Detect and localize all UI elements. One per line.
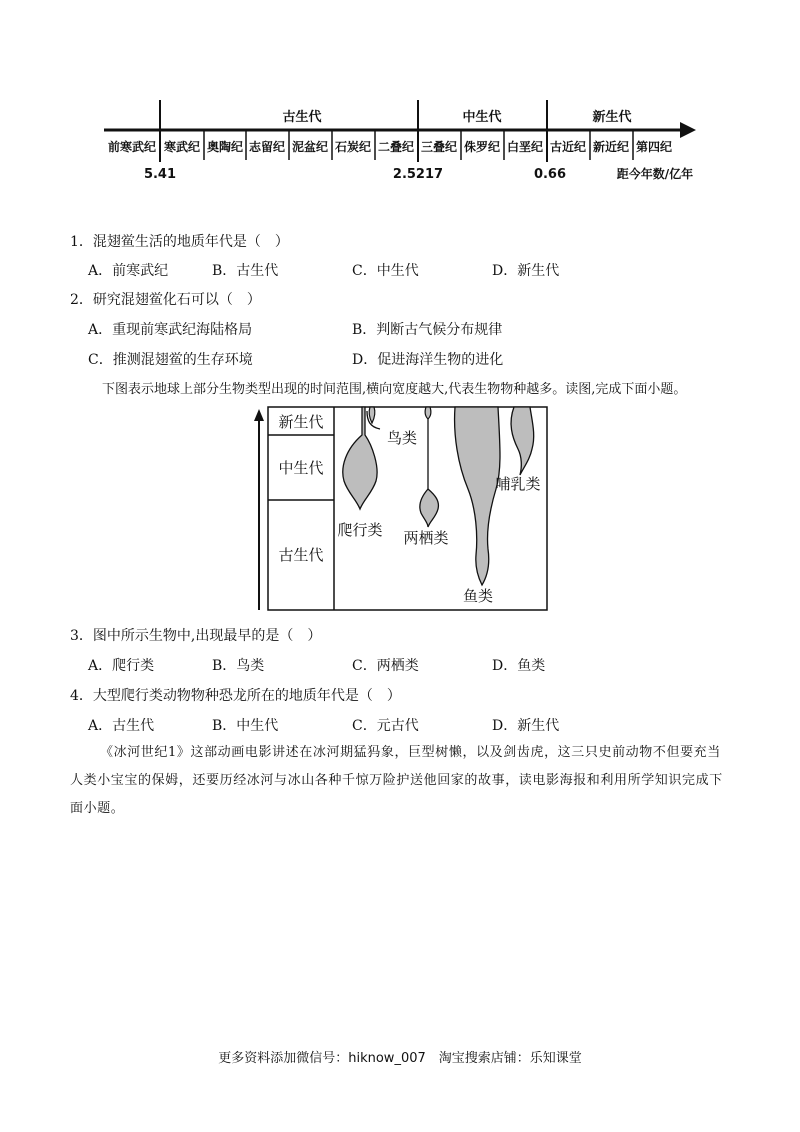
- question-stem: 2．研究混翅鲎化石可以（ ）: [70, 292, 261, 308]
- period-label: 新近纪: [592, 140, 630, 154]
- axis-arrow-icon: [680, 122, 696, 138]
- option-a: A．爬行类: [88, 658, 155, 674]
- option-b: B．古生代: [212, 263, 279, 279]
- reading-paragraph: 《冰河世纪1》这部动画电影讲述在冰河期猛犸象，巨型树懒，以及剑齿虎，这三只史前动物不但要充当人类小宝宝的保姆，还要历经冰河与冰山各种千惊万险护送他回家的故事，读电影海报和利用所学知识完成下面小题。: [70, 745, 723, 816]
- animal-label-fish: 鱼类: [462, 587, 494, 605]
- age-value-label: 2.5217: [392, 167, 444, 182]
- page-footer: 更多资料添加微信号：hiknow_007 淘宝搜索店铺：乐知课堂: [218, 1051, 582, 1066]
- period-label: 寒武纪: [163, 140, 201, 154]
- period-label: 泥盆纪: [291, 140, 329, 154]
- option-c: C．两栖类: [352, 658, 419, 674]
- era-label-mesozoic: 中生代: [278, 459, 324, 477]
- amphibian-range-shape: [420, 489, 439, 527]
- fish-range-shape: [455, 407, 500, 585]
- mammal-range-shape: [511, 407, 534, 475]
- age-value-label: 5.41: [143, 167, 177, 182]
- option-c: C．中生代: [352, 263, 419, 279]
- period-label: 古近纪: [549, 140, 587, 154]
- option-b: B．中生代: [212, 718, 279, 734]
- option-b: B．判断古气候分布规律: [352, 322, 503, 338]
- geologic-timeline: [0, 90, 800, 190]
- option-a: A．前寒武纪: [88, 263, 169, 279]
- period-label: 侏罗纪: [463, 140, 501, 154]
- period-label: 志留纪: [248, 140, 286, 154]
- period-label: 前寒武纪: [107, 140, 157, 154]
- bird-range-shape: [369, 407, 375, 423]
- era-label-paleozoic: 古生代: [278, 546, 324, 564]
- option-d: D．新生代: [492, 263, 560, 279]
- amphibian-top-shape: [425, 407, 431, 419]
- question-stem: 3．图中所示生物中,出现最早的是（ ）: [70, 628, 322, 644]
- up-arrow-icon: [254, 409, 264, 421]
- animal-label-bird: 鸟类: [386, 429, 418, 447]
- animal-label-reptile: 爬行类: [337, 521, 383, 539]
- intro-text: 下图表示地球上部分生物类型出现的时间范围,横向宽度越大,代表生物物种越多。读图,完成下面小题。: [102, 382, 687, 397]
- era-label-cenozoic: 新生代: [278, 413, 324, 431]
- period-label: 石炭纪: [334, 140, 372, 154]
- age-value-label: 0.66: [533, 167, 567, 182]
- period-label: 二叠纪: [377, 140, 415, 154]
- era-label-cenozoic: 新生代: [592, 110, 632, 125]
- organism-range-figure: [250, 405, 555, 615]
- option-d: D．鱼类: [492, 658, 546, 674]
- axis-unit-label: 距今年数/亿年: [616, 167, 694, 181]
- option-a: A．古生代: [88, 718, 155, 734]
- option-b: B．鸟类: [212, 658, 265, 674]
- period-label: 三叠纪: [420, 140, 458, 154]
- question-stem: 4．大型爬行类动物物种恐龙所在的地质年代是（ ）: [70, 688, 401, 704]
- period-label: 第四纪: [635, 140, 673, 154]
- question-stem: 1．混翅鲎生活的地质年代是（ ）: [70, 234, 289, 250]
- era-label-paleozoic: 古生代: [282, 110, 322, 125]
- era-label-mesozoic: 中生代: [462, 110, 502, 125]
- animal-label-amphibian: 两栖类: [403, 529, 449, 547]
- option-d: D．促进海洋生物的进化: [352, 352, 504, 368]
- period-label: 奥陶纪: [206, 140, 244, 154]
- option-a: A．重现前寒武纪海陆格局: [88, 322, 253, 338]
- animal-label-mammal: 哺乳类: [495, 475, 541, 493]
- option-d: D．新生代: [492, 718, 560, 734]
- option-c: C．元古代: [352, 718, 419, 734]
- period-label: 白垩纪: [506, 140, 544, 154]
- option-c: C．推测混翅鲎的生存环境: [88, 352, 253, 368]
